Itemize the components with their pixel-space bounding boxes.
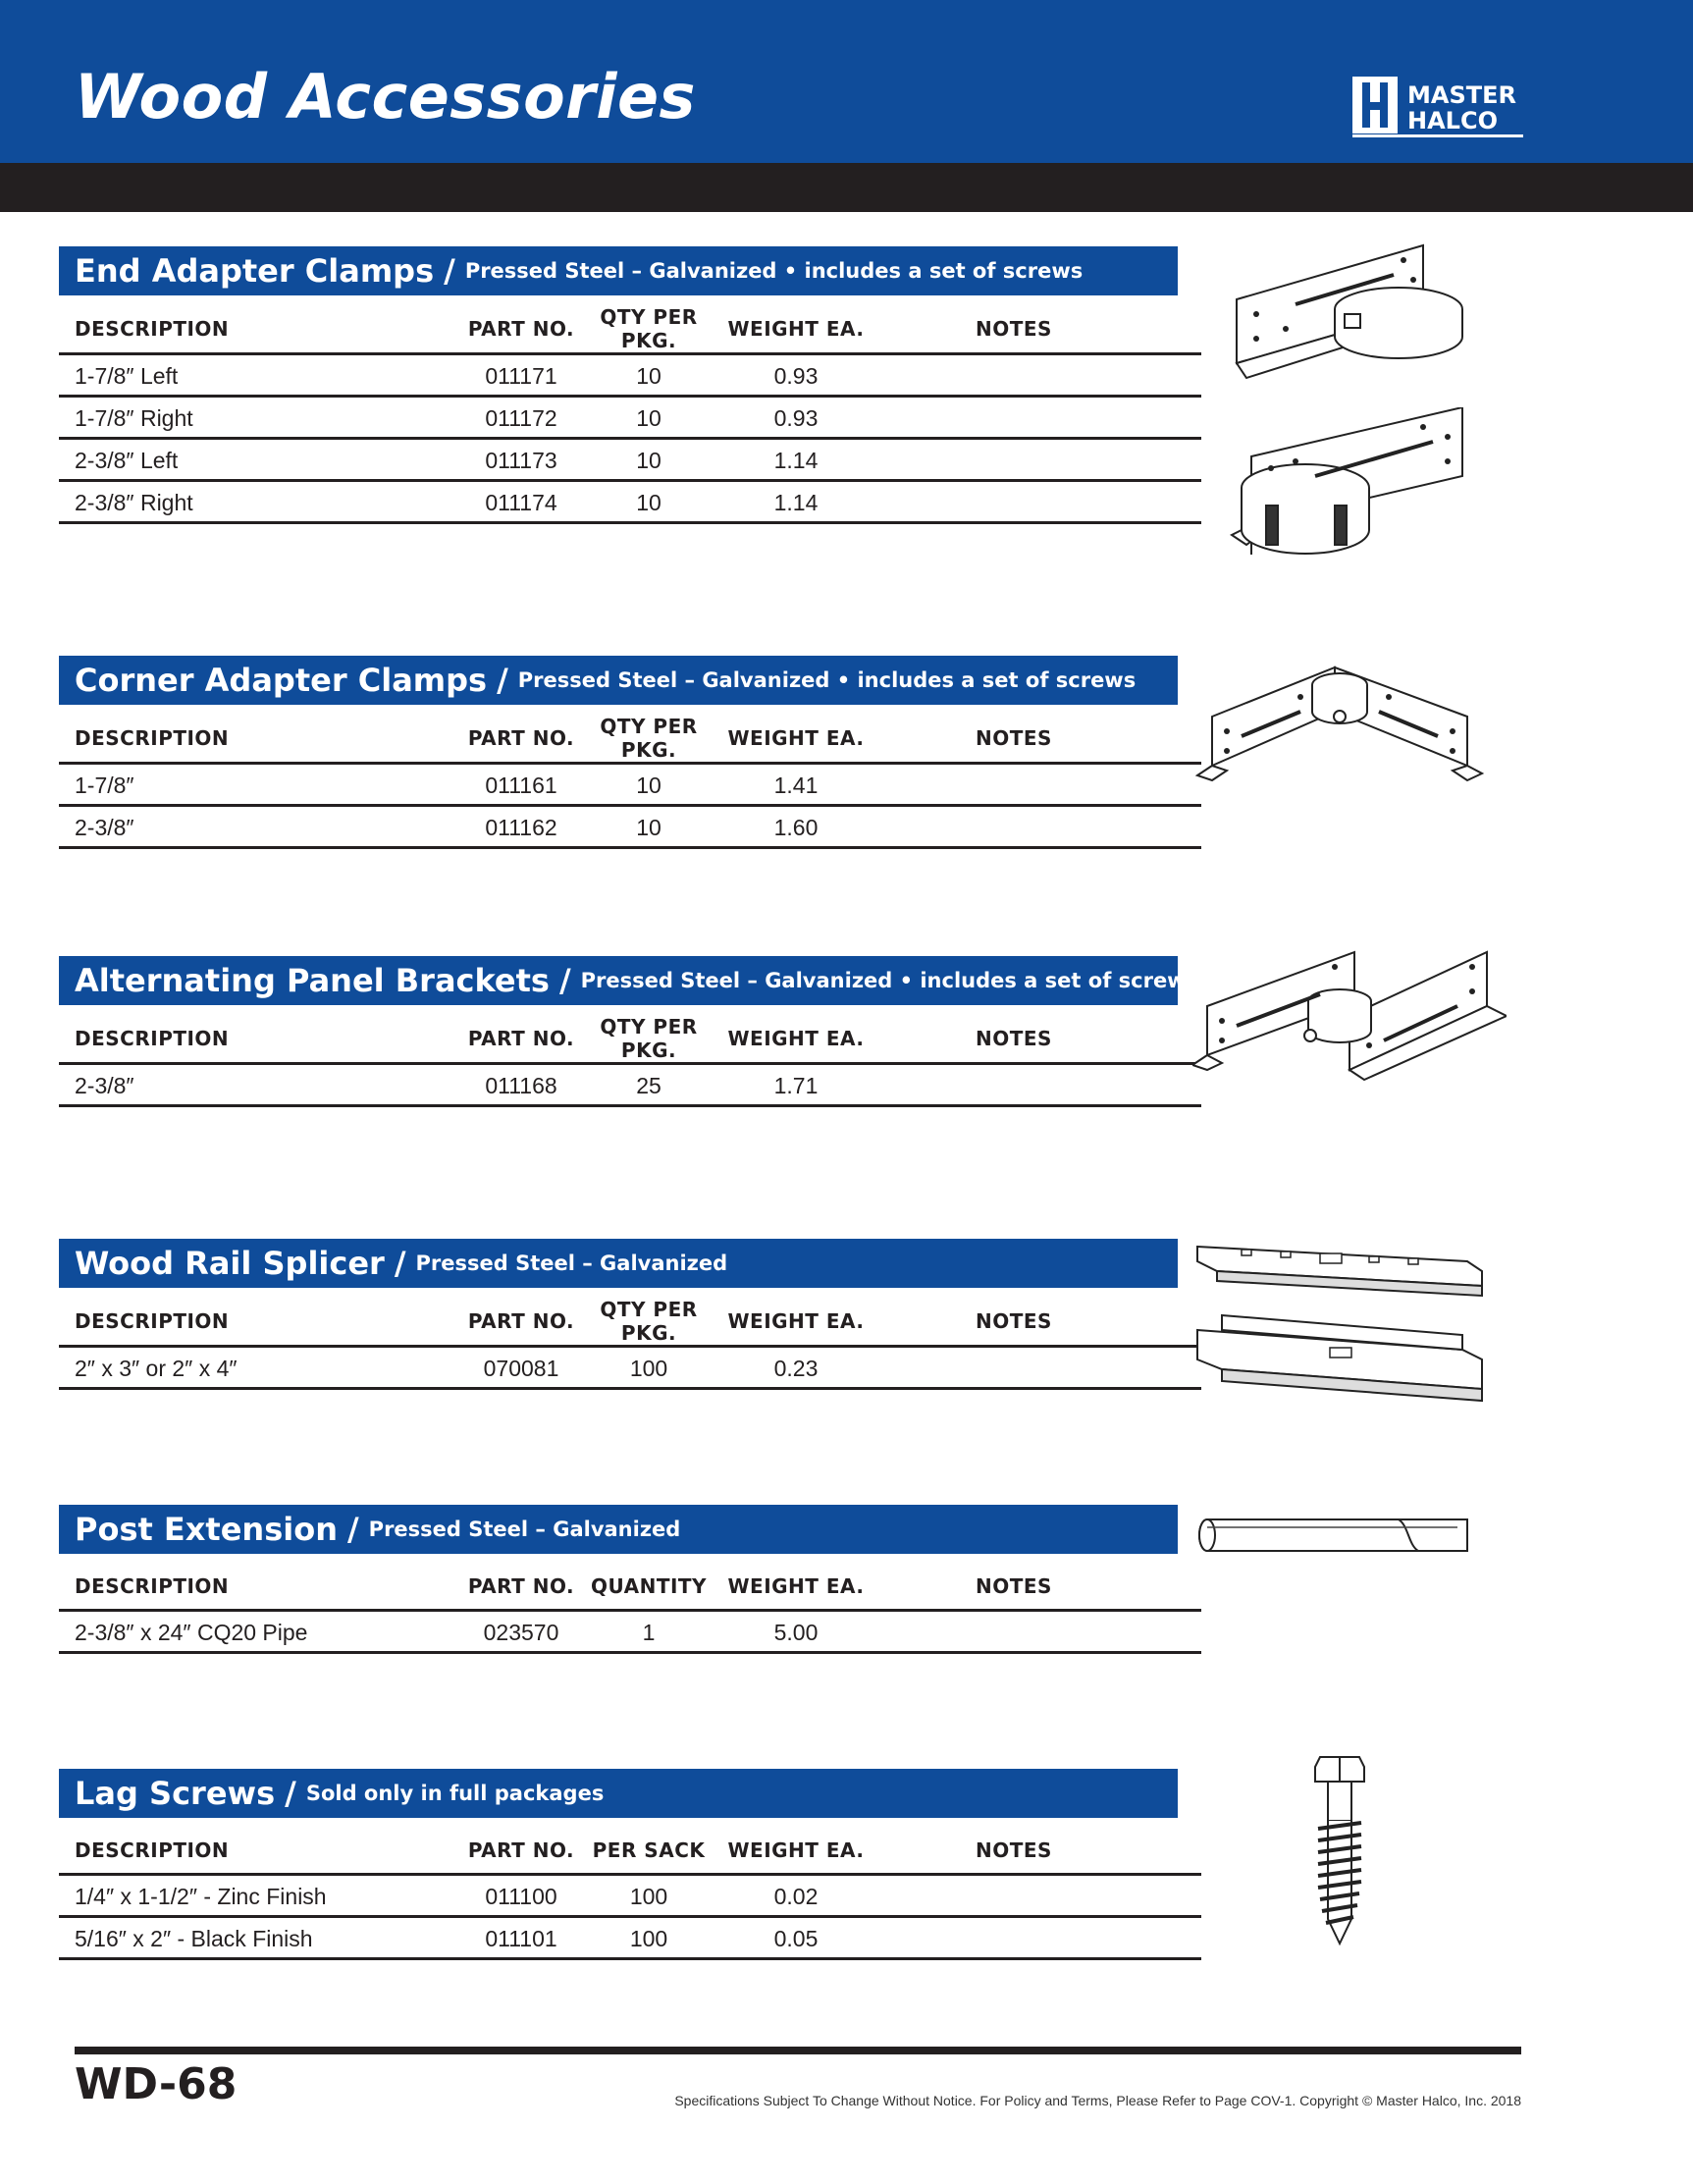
cell-notes (870, 439, 1201, 481)
col-description: DESCRIPTION (59, 1005, 467, 1064)
col-weight: WEIGHT EA. (722, 1554, 870, 1611)
section-title: Alternating Panel Brackets (75, 962, 550, 999)
cell-qty: 1 (575, 1611, 722, 1653)
cell-notes (870, 1064, 1201, 1106)
cell-part-no: 011162 (467, 806, 575, 848)
logo-line1: MASTER (1407, 81, 1516, 109)
cell-qty: 10 (575, 397, 722, 439)
cell-part-no: 011173 (467, 439, 575, 481)
parts-table (59, 295, 1201, 524)
table-row (59, 354, 1201, 397)
cell-part-no: 011100 (467, 1875, 575, 1917)
cell-part-no: 011101 (467, 1917, 575, 1959)
col-weight: WEIGHT EA. (722, 1005, 870, 1064)
col-notes: NOTES (870, 1288, 1201, 1347)
post-extension-pipe-image (1192, 1512, 1477, 1561)
cell-qty: 10 (575, 439, 722, 481)
table-header-row (59, 1554, 1201, 1611)
section-subtitle: Pressed Steel – Galvanized • includes a set of screws (517, 668, 1137, 692)
cell-notes (870, 1611, 1201, 1653)
corner-adapter-clamp-image (1192, 658, 1487, 785)
col-part-no: PART NO. (467, 1554, 575, 1611)
col-description: DESCRIPTION (59, 1554, 467, 1611)
section-subtitle: Pressed Steel – Galvanized • includes a set of screws (464, 259, 1084, 283)
cell-notes (870, 397, 1201, 439)
col-part-no: PART NO. (467, 705, 575, 764)
section-title-bar (59, 1239, 1178, 1288)
parts-table (59, 1554, 1201, 1654)
col-weight: WEIGHT EA. (722, 705, 870, 764)
section-slash: / (346, 1511, 359, 1548)
cell-notes (870, 806, 1201, 848)
end-adapter-clamp-right-image (1227, 407, 1472, 564)
section-title-bar (59, 1505, 1178, 1554)
col-weight: WEIGHT EA. (722, 1818, 870, 1875)
table-row (59, 1611, 1201, 1653)
col-description: DESCRIPTION (59, 1818, 467, 1875)
cell-qty: 10 (575, 481, 722, 523)
page-header (0, 0, 1693, 163)
cell-description: 2-3/8″ (59, 1064, 467, 1106)
table-header-row (59, 1288, 1201, 1347)
section-subtitle: Pressed Steel – Galvanized • includes a set of screws (580, 969, 1199, 992)
section-slash: / (394, 1245, 406, 1282)
section-title: Post Extension (75, 1511, 338, 1548)
cell-notes (870, 1875, 1201, 1917)
section-title-bar (59, 246, 1178, 295)
col-weight: WEIGHT EA. (722, 295, 870, 354)
cell-part-no: 011174 (467, 481, 575, 523)
cell-notes (870, 354, 1201, 397)
parts-table (59, 1005, 1201, 1107)
section-subtitle: Pressed Steel – Galvanized (415, 1252, 728, 1275)
col-qty: QTY PER PKG. (575, 705, 722, 764)
section-alternating-panel-brackets (59, 956, 1199, 1107)
table-row (59, 1064, 1201, 1106)
parts-table (59, 705, 1201, 849)
table-row (59, 481, 1201, 523)
section-title-bar (59, 1769, 1178, 1818)
lag-screw-image (1310, 1752, 1369, 1948)
cell-description: 1-7/8″ Left (59, 354, 467, 397)
section-title: Lag Screws (75, 1775, 276, 1812)
cell-weight: 1.60 (722, 806, 870, 848)
section-subtitle: Pressed Steel – Galvanized (368, 1518, 681, 1541)
table-header-row (59, 705, 1201, 764)
cell-part-no: 011171 (467, 354, 575, 397)
section-subtitle: Sold only in full packages (305, 1782, 605, 1805)
col-description: DESCRIPTION (59, 1288, 467, 1347)
col-qty: PER SACK (575, 1818, 722, 1875)
table-row (59, 397, 1201, 439)
cell-description: 1-7/8″ (59, 764, 467, 806)
table-header-row (59, 295, 1201, 354)
cell-part-no: 011168 (467, 1064, 575, 1106)
parts-table (59, 1818, 1201, 1960)
cell-notes (870, 481, 1201, 523)
col-part-no: PART NO. (467, 295, 575, 354)
table-row (59, 1917, 1201, 1959)
cell-qty: 25 (575, 1064, 722, 1106)
col-weight: WEIGHT EA. (722, 1288, 870, 1347)
col-notes: NOTES (870, 1818, 1201, 1875)
end-adapter-clamp-left-image (1227, 240, 1472, 398)
cell-notes (870, 1347, 1201, 1389)
cell-description: 2″ x 3″ or 2″ x 4″ (59, 1347, 467, 1389)
cell-description: 2-3/8″ Right (59, 481, 467, 523)
col-part-no: PART NO. (467, 1818, 575, 1875)
cell-weight: 0.23 (722, 1347, 870, 1389)
col-qty: QTY PER PKG. (575, 1288, 722, 1347)
table-row (59, 764, 1201, 806)
section-post-extension (59, 1505, 1178, 1654)
section-wood-rail-splicer (59, 1239, 1178, 1390)
cell-description: 2-3/8″ (59, 806, 467, 848)
cell-description: 1/4″ x 1-1/2″ - Zinc Finish (59, 1875, 467, 1917)
cell-notes (870, 1917, 1201, 1959)
cell-weight: 1.71 (722, 1064, 870, 1106)
col-notes: NOTES (870, 705, 1201, 764)
master-halco-logo (1352, 77, 1523, 137)
logo-line2: HALCO (1407, 107, 1498, 134)
col-notes: NOTES (870, 1554, 1201, 1611)
wood-rail-splicer-image (1192, 1232, 1487, 1423)
col-notes: NOTES (870, 1005, 1201, 1064)
footer-rule (75, 2047, 1521, 2054)
table-row (59, 806, 1201, 848)
page-number: WD-68 (75, 2059, 238, 2109)
cell-description: 5/16″ x 2″ - Black Finish (59, 1917, 467, 1959)
table-row (59, 439, 1201, 481)
cell-weight: 5.00 (722, 1611, 870, 1653)
section-slash: / (497, 662, 508, 699)
cell-qty: 100 (575, 1347, 722, 1389)
cell-weight: 1.14 (722, 439, 870, 481)
table-row (59, 1347, 1201, 1389)
footer-disclaimer: Specifications Subject To Change Without Notice. For Policy and Terms, Please Refer to Page COV-1. Copyright © Master Halco, Inc. 2018 (674, 2093, 1521, 2108)
section-slash: / (558, 962, 571, 999)
cell-part-no: 070081 (467, 1347, 575, 1389)
cell-qty: 10 (575, 764, 722, 806)
section-corner-adapter-clamps (59, 656, 1178, 849)
section-title-bar (59, 656, 1178, 705)
cell-qty: 100 (575, 1917, 722, 1959)
cell-description: 2-3/8″ Left (59, 439, 467, 481)
cell-weight: 0.93 (722, 354, 870, 397)
cell-weight: 1.14 (722, 481, 870, 523)
section-title: Corner Adapter Clamps (75, 662, 488, 699)
table-row (59, 1875, 1201, 1917)
section-slash: / (444, 252, 455, 290)
cell-weight: 0.93 (722, 397, 870, 439)
cell-weight: 0.02 (722, 1875, 870, 1917)
table-header-row (59, 1818, 1201, 1875)
section-lag-screws (59, 1769, 1178, 1960)
parts-table (59, 1288, 1201, 1390)
cell-description: 1-7/8″ Right (59, 397, 467, 439)
cell-part-no: 011172 (467, 397, 575, 439)
cell-qty: 100 (575, 1875, 722, 1917)
col-part-no: PART NO. (467, 1288, 575, 1347)
col-notes: NOTES (870, 295, 1201, 354)
cell-description: 2-3/8″ x 24″ CQ20 Pipe (59, 1611, 467, 1653)
cell-qty: 10 (575, 806, 722, 848)
col-qty: QTY PER PKG. (575, 295, 722, 354)
cell-qty: 10 (575, 354, 722, 397)
section-slash: / (285, 1775, 296, 1812)
section-title: Wood Rail Splicer (75, 1245, 385, 1282)
col-part-no: PART NO. (467, 1005, 575, 1064)
section-title: End Adapter Clamps (75, 252, 435, 290)
col-qty: QUANTITY (575, 1554, 722, 1611)
section-title-bar (59, 956, 1199, 1005)
col-description: DESCRIPTION (59, 295, 467, 354)
alternating-panel-bracket-image (1192, 947, 1507, 1114)
header-band (0, 163, 1693, 212)
cell-weight: 1.41 (722, 764, 870, 806)
cell-weight: 0.05 (722, 1917, 870, 1959)
table-header-row (59, 1005, 1201, 1064)
cell-part-no: 011161 (467, 764, 575, 806)
section-end-adapter-clamps (59, 246, 1178, 524)
col-description: DESCRIPTION (59, 705, 467, 764)
col-qty: QTY PER PKG. (575, 1005, 722, 1064)
cell-notes (870, 764, 1201, 806)
cell-part-no: 023570 (467, 1611, 575, 1653)
page-title: Wood Accessories (75, 61, 696, 133)
